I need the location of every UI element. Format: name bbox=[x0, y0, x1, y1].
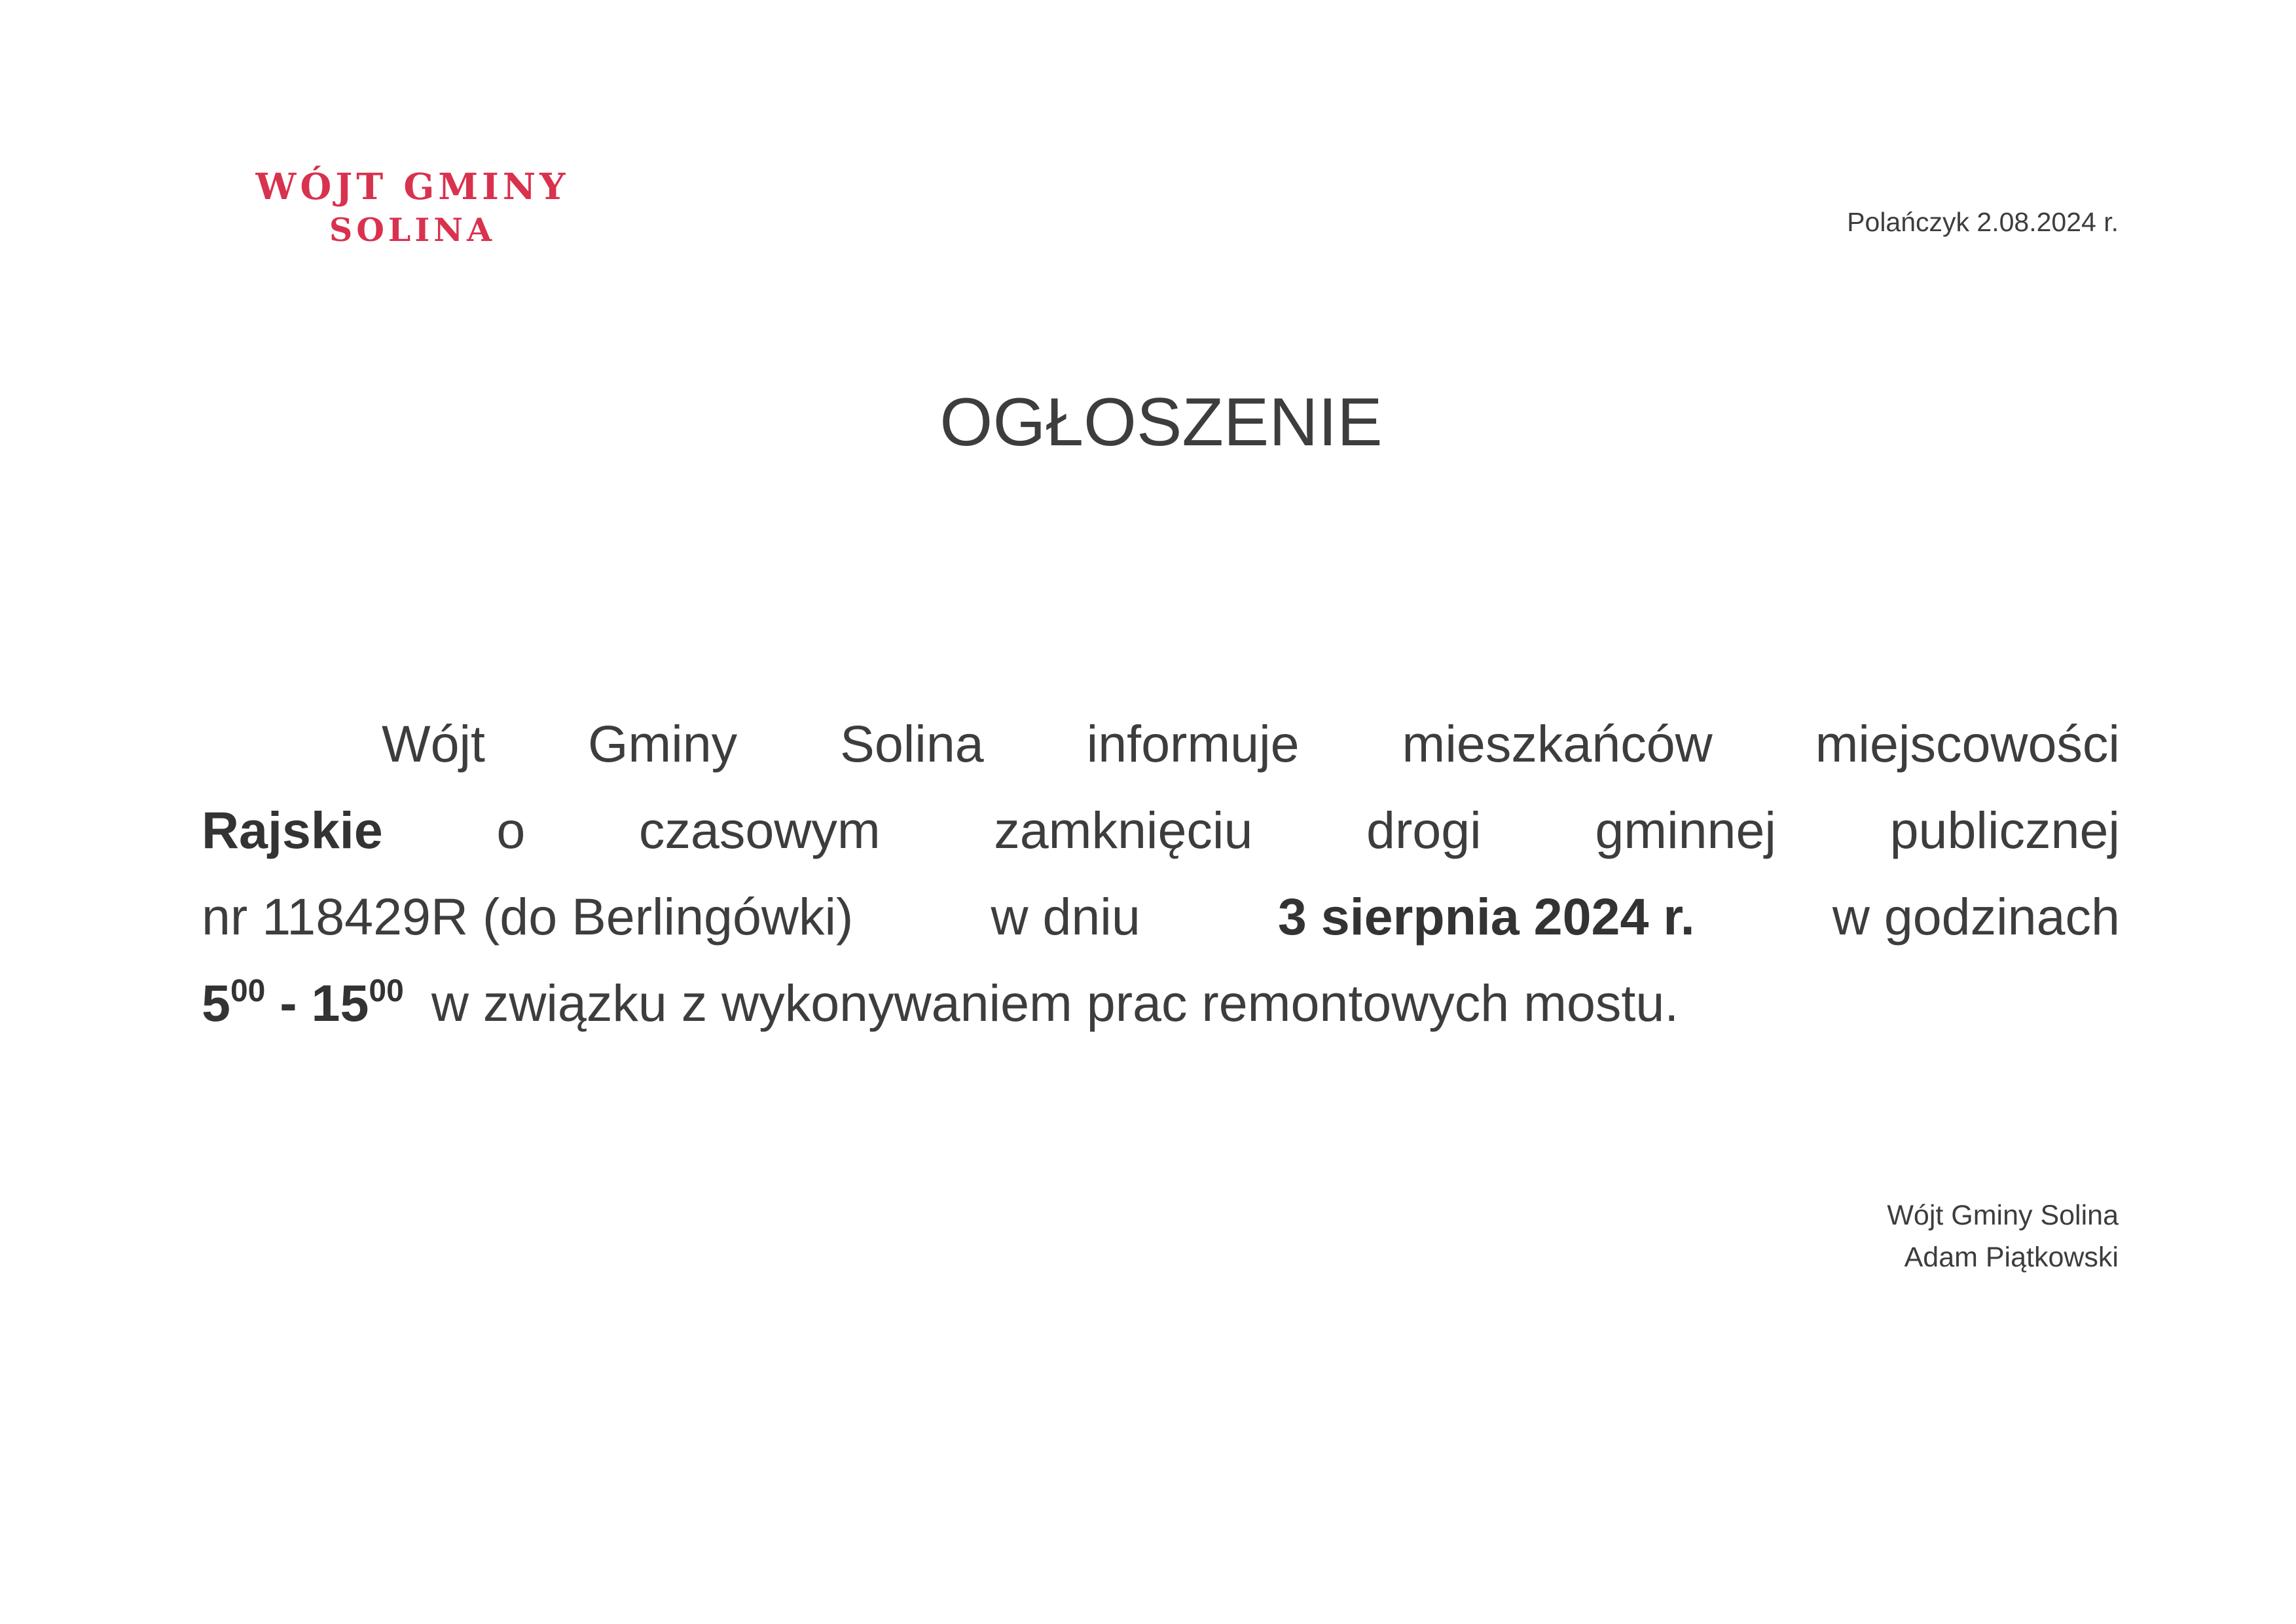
word: zamknięciu bbox=[994, 801, 1253, 859]
hour-start-minutes: 00 bbox=[230, 974, 266, 1008]
word: w dniu bbox=[991, 887, 1140, 946]
closure-date: 3 sierpnia 2024 r. bbox=[1277, 887, 1695, 946]
village-name: Rajskie bbox=[202, 801, 383, 859]
word: Solina bbox=[840, 714, 984, 773]
hour-separator: - bbox=[265, 974, 312, 1032]
word: mieszkańców bbox=[1402, 714, 1713, 773]
document-date: Polańczyk 2.08.2024 r. bbox=[1847, 207, 2119, 237]
signature-block bbox=[1887, 1194, 2119, 1278]
signature-title: Wójt Gminy Solina bbox=[1887, 1200, 2119, 1231]
word: o bbox=[496, 801, 526, 859]
closure-hours bbox=[202, 960, 404, 1046]
word: w godzinach bbox=[1832, 887, 2120, 946]
hour-end: 15 bbox=[311, 974, 369, 1032]
road-number: nr 118429R (do Berlingówki) bbox=[202, 887, 854, 946]
official-stamp bbox=[249, 165, 576, 251]
stamp-line-1: WÓJT GMINY bbox=[255, 165, 570, 208]
hour-end-minutes: 00 bbox=[369, 974, 404, 1008]
signature-name: Adam Piątkowski bbox=[1904, 1242, 2119, 1273]
body-line-3 bbox=[202, 874, 2120, 960]
word: miejscowości bbox=[1815, 714, 2120, 773]
announcement-body bbox=[202, 701, 2120, 1046]
hour-start: 5 bbox=[202, 974, 230, 1032]
body-line-1 bbox=[202, 701, 2120, 787]
stamp-line-2: SOLINA bbox=[329, 211, 496, 249]
closure-reason: w związku z wykonywaniem prac remontowych mostu. bbox=[431, 974, 1679, 1032]
word: gminnej bbox=[1595, 801, 1776, 859]
word: Wójt bbox=[382, 714, 485, 773]
word: drogi bbox=[1366, 801, 1482, 859]
document-title: OGŁOSZENIE bbox=[939, 384, 1383, 460]
word: Gminy bbox=[587, 714, 738, 773]
word: czasowym bbox=[638, 801, 881, 859]
body-line-2 bbox=[202, 787, 2120, 874]
body-line-4 bbox=[202, 960, 2120, 1046]
word: publicznej bbox=[1889, 801, 2120, 859]
word: informuje bbox=[1086, 714, 1300, 773]
